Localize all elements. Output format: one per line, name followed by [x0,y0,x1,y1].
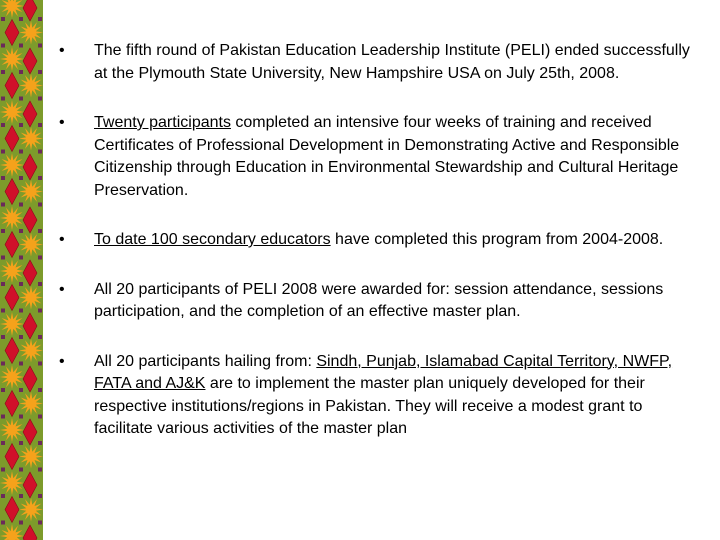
list-item [55,40,705,85]
underlined-phrase: Twenty participants [94,114,231,131]
square-icon [19,494,23,498]
square-icon [19,123,23,127]
diamond-icon [5,179,19,205]
diamond-icon [5,126,19,152]
star-icon [0,100,24,124]
square-icon [38,282,42,286]
square-icon [38,494,42,498]
square-icon [38,441,42,445]
decorative-border [0,0,43,540]
list-item [55,279,705,324]
square-icon [1,97,5,101]
bullet-list [55,40,705,468]
square-icon [1,468,5,472]
diamond-icon [23,154,37,180]
item-prefix: All 20 participants hailing from: [94,352,317,370]
bullet-marker: • [59,42,65,59]
star-icon [0,206,24,230]
square-icon [38,309,42,313]
square-icon [1,17,5,21]
diamond-icon [5,497,19,523]
square-icon [1,229,5,233]
bullet-marker: • [59,231,65,248]
square-icon [38,97,42,101]
square-icon [38,388,42,392]
bullet-marker: • [59,114,65,131]
item-text: completed an intensive four weeks of training and received Certificates of Professional Development in Demonstrating Active and Responsible Citizenship through Education in Environmental Stewardship and Cultural Heritage Preservation. [94,114,680,199]
square-icon [19,335,23,339]
square-icon [1,44,5,48]
diamond-icon [5,338,19,364]
star-icon [19,498,43,522]
square-icon [19,44,23,48]
list-item [55,351,705,441]
bullet-marker: • [59,280,65,298]
diamond-icon [5,444,19,470]
item-text: are to implement the master plan uniquely developed for their respective institutions/regions in Pakistan. They will receive a modest grant to facilitate various activities of the master plan [94,375,645,437]
square-icon [19,256,23,260]
square-icon [19,362,23,366]
star-icon [0,0,24,18]
square-icon [19,150,23,154]
star-icon [0,471,24,495]
diamond-icon [23,101,37,127]
square-icon [1,150,5,154]
diamond-icon [23,0,37,21]
square-icon [38,415,42,419]
square-icon [38,335,42,339]
square-icon [1,521,5,525]
square-icon [19,97,23,101]
star-icon [19,21,43,45]
star-icon [19,127,43,151]
square-icon [38,150,42,154]
square-icon [1,282,5,286]
square-icon [19,521,23,525]
square-icon [19,415,23,419]
square-icon [38,17,42,21]
diamond-icon [23,366,37,392]
star-icon [0,418,24,442]
square-icon [1,309,5,313]
square-icon [19,309,23,313]
square-icon [38,256,42,260]
star-icon [19,392,43,416]
square-icon [19,441,23,445]
square-icon [19,282,23,286]
square-icon [1,362,5,366]
square-icon [1,335,5,339]
square-icon [1,70,5,74]
list-item [55,229,705,252]
diamond-icon [5,232,19,258]
square-icon [38,203,42,207]
star-icon [0,365,24,389]
list-item [55,112,705,202]
square-icon [1,123,5,127]
square-icon [1,441,5,445]
square-icon [1,388,5,392]
diamond-icon [23,419,37,445]
square-icon [1,494,5,498]
square-icon [19,203,23,207]
underlined-phrase: Sindh, Punjab, Islamabad Capital Territory, NWFP, FATA and AJ&K [94,352,673,392]
square-icon [38,229,42,233]
item-text: All 20 participants of PELI 2008 were awarded for: session attendance, sessions participation, and the completion of an effective master plan. [94,280,664,320]
item-text: have completed this program from 2004-2008. [330,231,664,248]
diamond-icon [23,260,37,286]
diamond-icon [23,313,37,339]
item-text: The fifth round of Pakistan Education Leadership Institute (PELI) ended successfully at the Plymouth State University, New Hampshire USA on July 25th, 2008. [94,42,690,82]
square-icon [1,203,5,207]
square-icon [19,17,23,21]
square-icon [19,176,23,180]
square-icon [1,256,5,260]
star-icon [19,286,43,310]
star-icon [0,312,24,336]
star-icon [19,74,43,98]
diamond-icon [5,391,19,417]
star-icon [19,445,43,469]
square-icon [1,176,5,180]
star-icon [0,153,24,177]
diamond-icon [23,48,37,74]
star-icon [0,259,24,283]
square-icon [19,70,23,74]
diamond-icon [23,472,37,498]
border-pattern [0,0,43,540]
star-icon [19,180,43,204]
square-icon [19,229,23,233]
underlined-phrase: To date 100 secondary educators [94,231,331,248]
star-icon [0,524,24,540]
square-icon [38,468,42,472]
square-icon [38,521,42,525]
star-icon [0,47,24,71]
diamond-icon [23,525,37,540]
star-icon [19,339,43,363]
square-icon [19,388,23,392]
square-icon [38,44,42,48]
square-icon [38,123,42,127]
square-icon [38,176,42,180]
square-icon [1,415,5,419]
bullet-marker: • [59,352,65,370]
square-icon [19,468,23,472]
diamond-icon [23,207,37,233]
star-icon [19,233,43,257]
square-icon [38,362,42,366]
diamond-icon [5,20,19,46]
diamond-icon [5,285,19,311]
diamond-icon [5,73,19,99]
square-icon [38,70,42,74]
